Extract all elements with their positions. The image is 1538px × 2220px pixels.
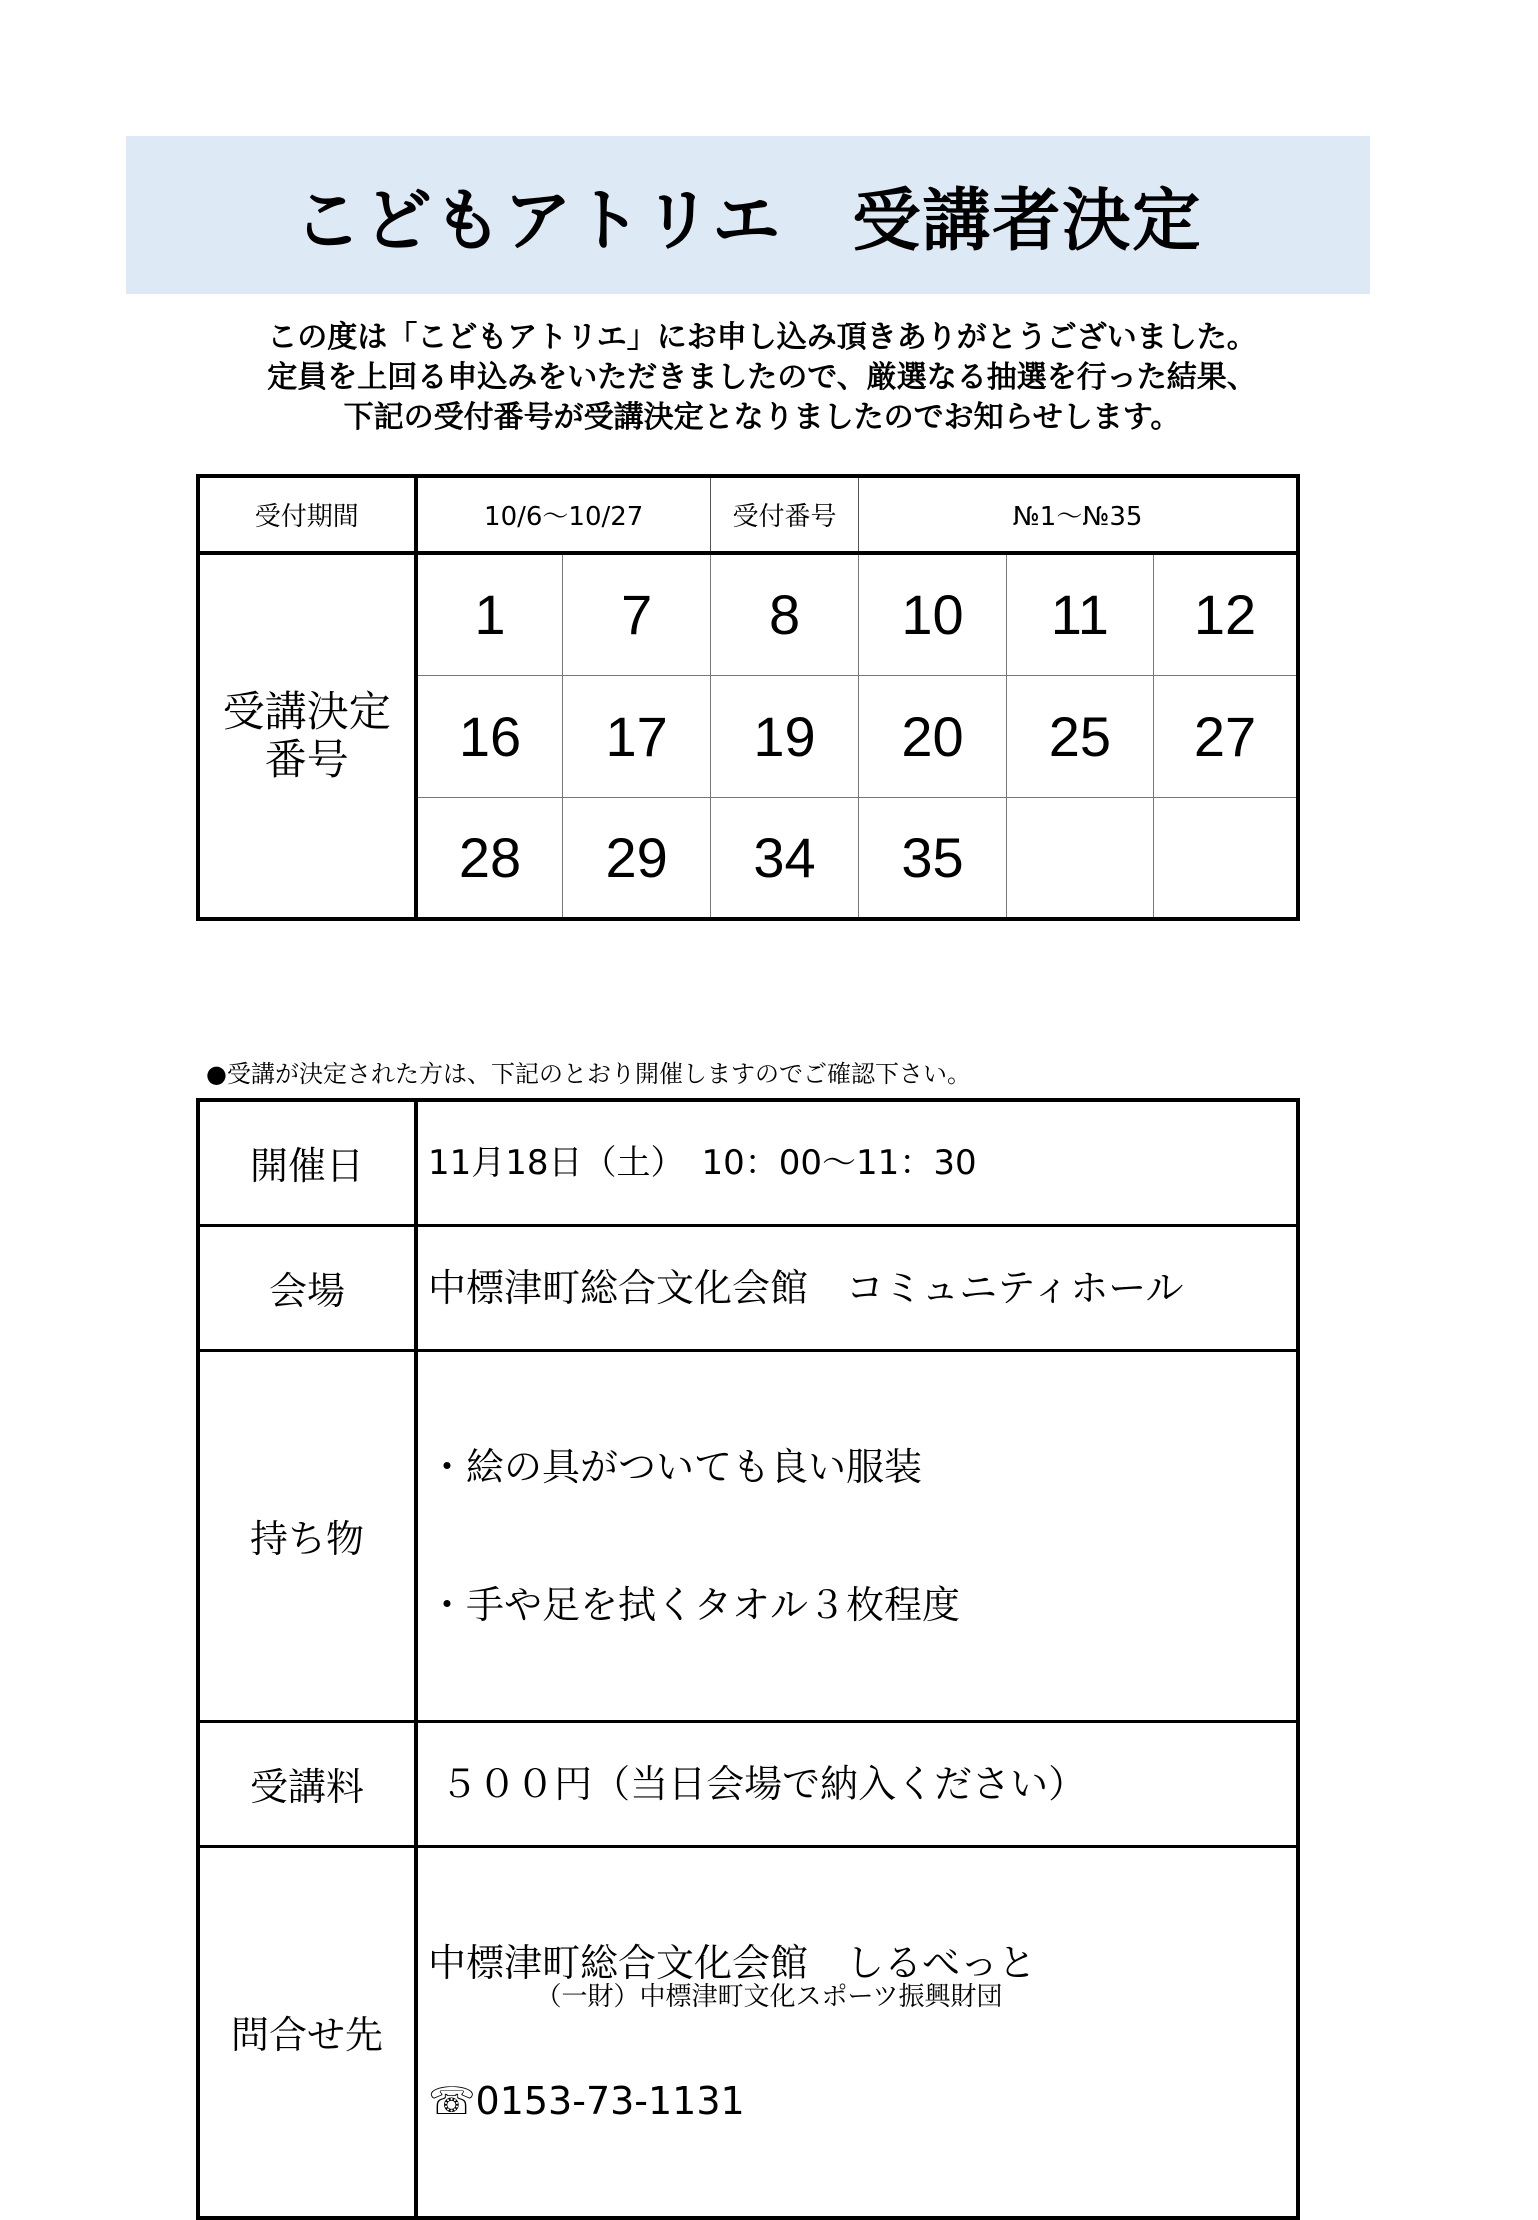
decided-number: 12	[1154, 553, 1298, 675]
decided-number: 16	[416, 675, 563, 797]
footer-organization: （一財）中標津町文化スポーツ振興財団	[535, 1982, 1003, 2012]
decided-numbers-table	[196, 474, 1300, 921]
decided-number: 19	[710, 675, 858, 797]
event-info-table	[196, 1098, 1300, 2220]
page-title: こどもアトリエ 受講者決定	[293, 181, 1203, 261]
intro-text	[126, 318, 1398, 438]
venue-label: 会場	[198, 1225, 416, 1350]
fee-value: ５００円（当日会場で納入ください）	[416, 1721, 1298, 1846]
decided-number: 29	[563, 797, 710, 919]
decided-number	[1154, 797, 1298, 919]
reception-number-label: 受付番号	[710, 476, 858, 553]
items-line: ・絵の具がついても良い服装	[428, 1444, 923, 1489]
reception-header-row	[198, 476, 1298, 553]
decided-number: 1	[416, 553, 563, 675]
confirmation-note: ●受講が決定された方は、下記のとおり開催しますのでご確認下さい。	[206, 1060, 971, 1088]
decided-numbers-label	[198, 553, 416, 919]
intro-line: 下記の受付番号が受講決定となりましたのでお知らせします。	[343, 400, 1181, 435]
items-line: ・手や足を拭くタオル３枚程度	[428, 1582, 961, 1627]
date-value: 11月18日（土） 10：00～11：30	[416, 1100, 1298, 1225]
decided-number: 28	[416, 797, 563, 919]
reception-period-value: 10/6～10/27	[416, 476, 711, 553]
decided-number: 11	[1006, 553, 1153, 675]
date-label: 開催日	[198, 1100, 416, 1225]
info-row-venue	[198, 1225, 1298, 1350]
decided-number: 27	[1154, 675, 1298, 797]
decided-label-line: 受講決定	[222, 687, 391, 736]
decided-number	[1006, 797, 1153, 919]
decided-number: 10	[859, 553, 1006, 675]
venue-value: 中標津町総合文化会館 コミュニティホール	[416, 1225, 1298, 1350]
decided-number: 8	[710, 553, 858, 675]
decided-number: 35	[859, 797, 1006, 919]
decided-number: 17	[563, 675, 710, 797]
fee-label: 受講料	[198, 1721, 416, 1846]
info-row-items	[198, 1350, 1298, 1721]
items-value	[416, 1350, 1298, 1721]
decided-number: 20	[859, 675, 1006, 797]
info-row-fee	[198, 1721, 1298, 1846]
decided-number: 25	[1006, 675, 1153, 797]
contact-value	[416, 1846, 1298, 2218]
title-banner	[126, 136, 1370, 294]
decided-number: 7	[563, 553, 710, 675]
reception-period-label: 受付期間	[198, 476, 416, 553]
decided-label-line: 番号	[264, 735, 349, 784]
decided-number: 34	[710, 797, 858, 919]
intro-line: 定員を上回る申込みをいただきましたので、厳選なる抽選を行った結果、	[267, 360, 1257, 395]
contact-line: 中標津町総合文化会館 しるべっと	[428, 1940, 1037, 1985]
contact-label: 問合せ先	[198, 1846, 416, 2218]
intro-line: この度は「こどもアトリエ」にお申し込み頂きありがとうございました。	[267, 320, 1257, 355]
info-row-contact	[198, 1846, 1298, 2218]
contact-phone: ☏0153-73-1131	[428, 2078, 745, 2123]
reception-number-value: №1～№35	[859, 476, 1298, 553]
number-row	[198, 553, 1298, 675]
info-row-date	[198, 1100, 1298, 1225]
items-label: 持ち物	[198, 1350, 416, 1721]
